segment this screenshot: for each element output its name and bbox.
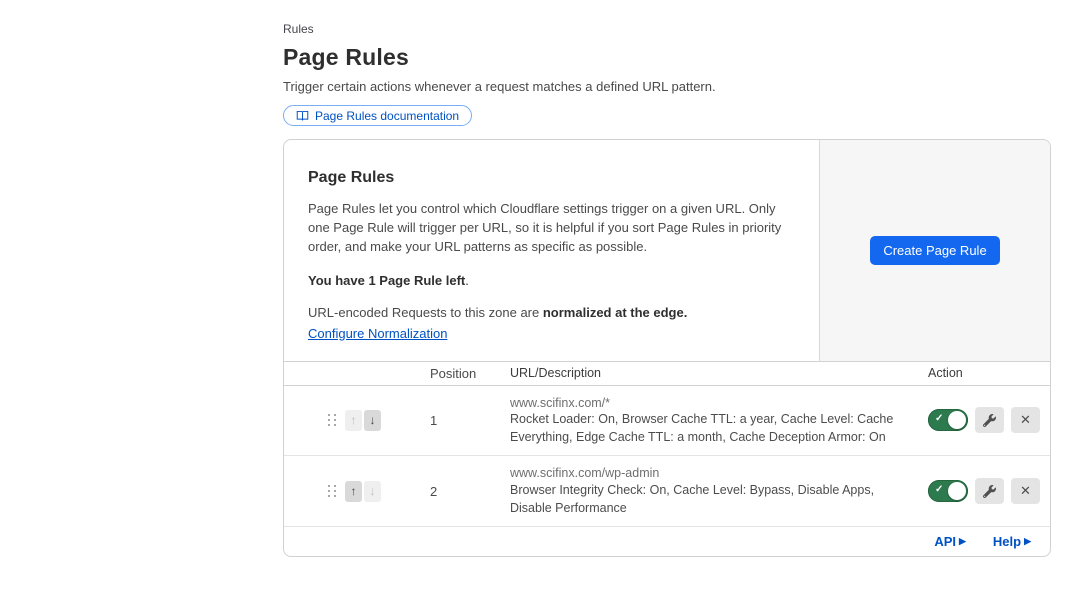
- move-up-button[interactable]: ↑: [345, 410, 362, 431]
- rule-url: www.scifinx.com/*: [510, 395, 611, 410]
- delete-rule-button[interactable]: [1011, 478, 1040, 504]
- rule-enabled-toggle[interactable]: [928, 409, 968, 431]
- help-link[interactable]: Help ▶: [992, 534, 1031, 550]
- header-position: Position: [430, 365, 477, 381]
- triangle-right-icon: ▶: [1024, 536, 1031, 547]
- move-up-button[interactable]: ↑: [345, 481, 362, 502]
- page-rules-documentation-button[interactable]: [283, 105, 472, 126]
- quota-note: You have 1 Page Rule left.: [308, 272, 469, 288]
- card-top-section: [284, 140, 1050, 361]
- triangle-right-icon: ▶: [958, 536, 966, 547]
- drag-handle-icon[interactable]: [328, 485, 336, 497]
- toggle-knob: [948, 411, 966, 429]
- table-row: [284, 386, 1050, 457]
- toggle-knob: [948, 482, 966, 500]
- table-row: [284, 456, 1050, 527]
- delete-rule-button[interactable]: [1011, 407, 1040, 433]
- docs-button-label: Page Rules documentation: [315, 108, 460, 123]
- reorder-buttons: [345, 481, 381, 502]
- breadcrumb: Rules: [283, 22, 314, 36]
- wrench-icon: [983, 485, 996, 498]
- check-icon: ✓: [935, 413, 944, 425]
- card-description: Page Rules let you control which Cloudflare settings trigger on a given URL. Only one Page Rule will trigger per URL, so it is helpful if you sort Page Rules in priority order, and make your URL patterns as specific as possible.: [308, 201, 782, 254]
- page-rules-page: [283, 22, 1051, 557]
- card-heading: Page Rules: [308, 169, 395, 186]
- configure-normalization-link[interactable]: Configure Normalization: [308, 325, 448, 341]
- rule-position: 1: [430, 412, 438, 428]
- rule-enabled-toggle[interactable]: [928, 480, 968, 502]
- edit-rule-button[interactable]: [975, 478, 1004, 504]
- page-subtitle: Trigger certain actions whenever a request matches a defined URL pattern.: [283, 79, 716, 94]
- check-icon: ✓: [935, 484, 944, 496]
- close-icon: ✕: [1020, 412, 1031, 428]
- create-page-rule-button[interactable]: Create Page Rule: [870, 236, 999, 265]
- page-rules-card: [283, 139, 1051, 557]
- rule-position: 2: [430, 483, 438, 499]
- close-icon: ✕: [1020, 483, 1031, 499]
- api-link[interactable]: API ▶: [934, 534, 966, 550]
- edit-rule-button[interactable]: [975, 407, 1004, 433]
- book-icon: [296, 109, 309, 122]
- header-action: Action: [928, 366, 963, 381]
- rule-description: Rocket Loader: On, Browser Cache TTL: a year, Cache Level: Cache Everything, Edge Cache TTL: a month, Cache Deception Armor: On: [510, 412, 894, 444]
- rule-url: www.scifinx.com/wp-admin: [510, 466, 660, 481]
- drag-handle-icon[interactable]: [328, 414, 336, 426]
- wrench-icon: [983, 414, 996, 427]
- create-rule-panel: [819, 140, 1050, 361]
- move-down-button[interactable]: ↓: [364, 481, 381, 502]
- quota-note-bold: You have 1 Page Rule left: [308, 272, 466, 288]
- header-url-description: URL/Description: [510, 366, 602, 381]
- table-header: [284, 361, 1050, 386]
- normalization-note: URL-encoded Requests to this zone are normalized at the edge.: [308, 304, 688, 320]
- normalization-note-bold: normalized at the edge.: [542, 304, 688, 320]
- card-footer: [284, 527, 1050, 556]
- page-title: Page Rules: [283, 44, 409, 70]
- rule-description: Browser Integrity Check: On, Cache Level: Bypass, Disable Apps, Disable Performance: [510, 483, 875, 515]
- move-down-button[interactable]: ↓: [364, 410, 381, 431]
- card-description-area: [284, 140, 819, 361]
- reorder-buttons: [345, 410, 381, 431]
